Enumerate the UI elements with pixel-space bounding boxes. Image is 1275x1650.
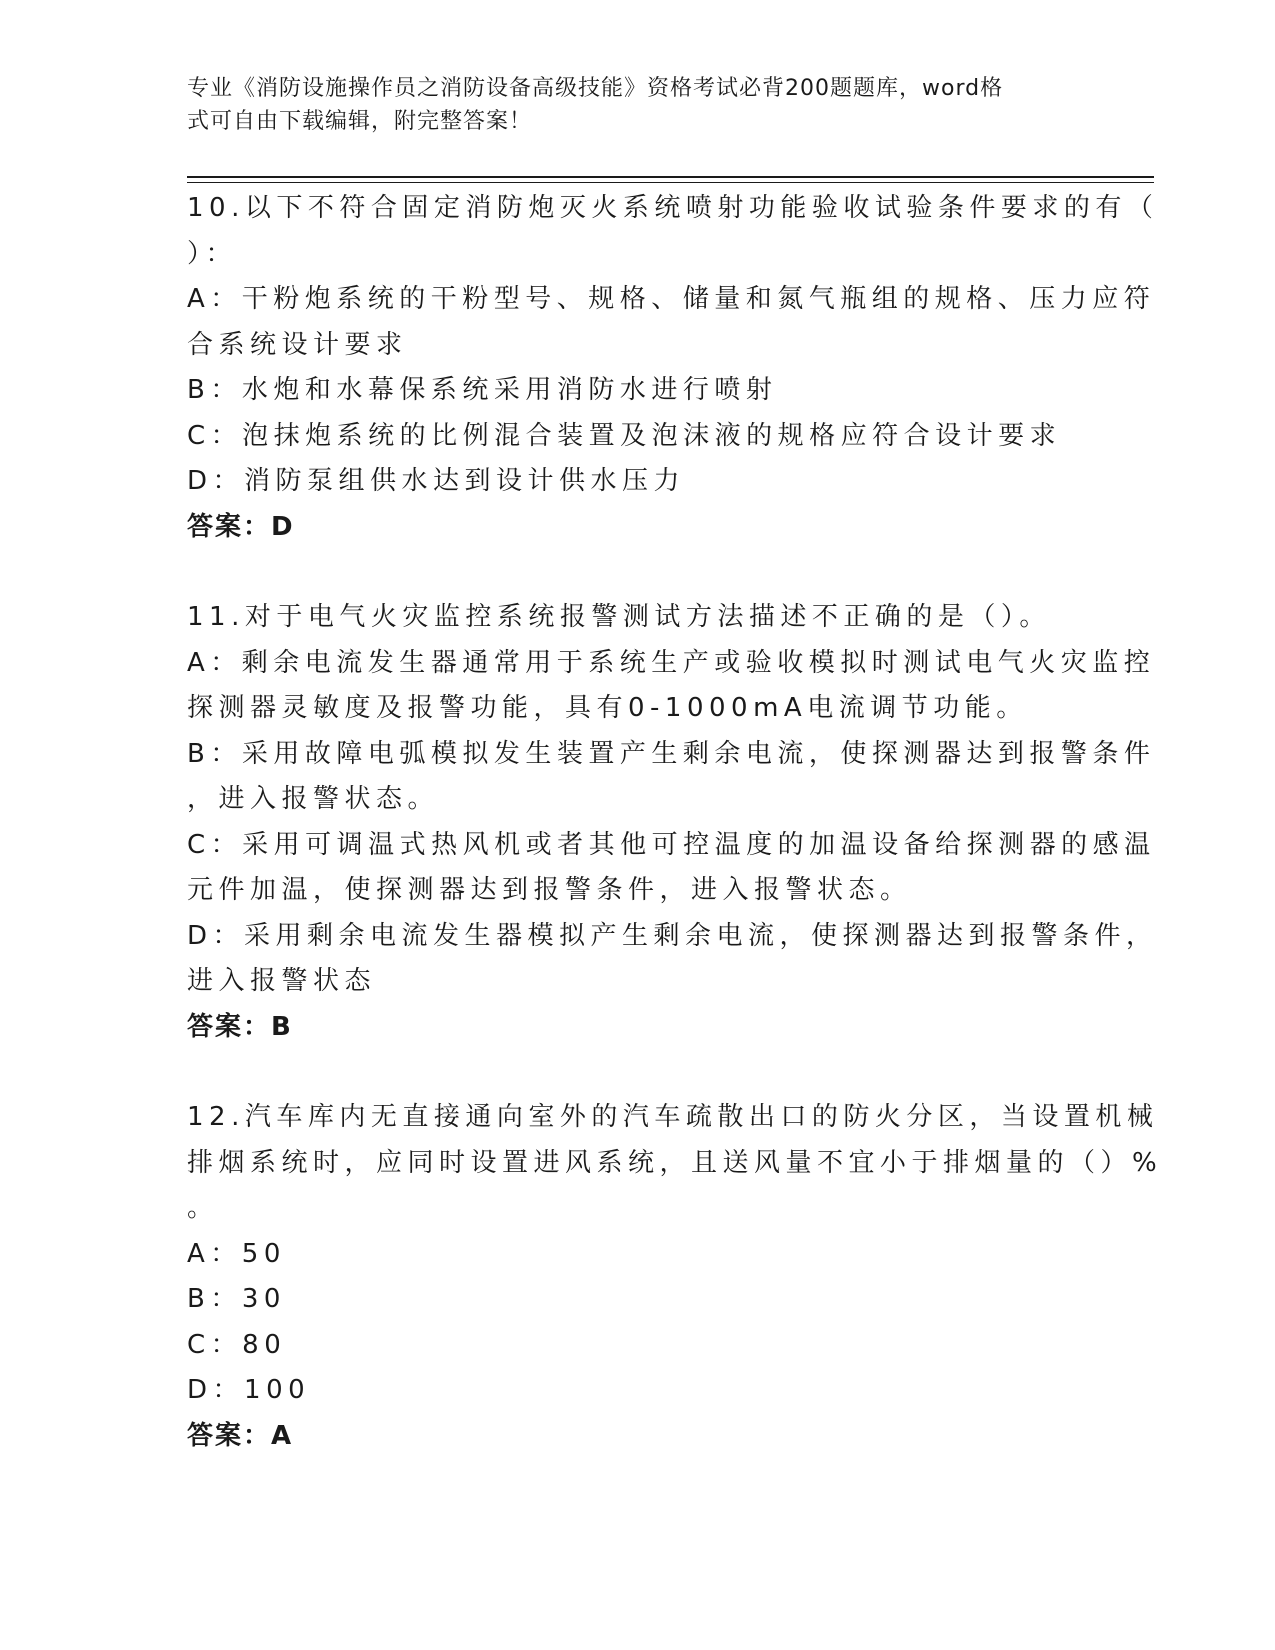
option-a: A：干粉炮系统的干粉型号、规格、储量和氮气瓶组的规格、压力应符 bbox=[187, 284, 1156, 314]
option-a-continued: 合系统设计要求 bbox=[187, 329, 408, 360]
question-12 bbox=[187, 1095, 1163, 1459]
option-a-continued: 探测器灵敏度及报警功能，具有0-1000mA电流调节功能。 bbox=[187, 693, 1028, 723]
option-d: D：采用剩余电流发生器模拟产生剩余电流，使探测器达到报警条件， bbox=[187, 920, 1158, 951]
header-divider-thin bbox=[187, 182, 1154, 183]
question-stem: 10.以下不符合固定消防炮灭火系统喷射功能验收试验条件要求的有（ bbox=[187, 193, 1159, 223]
question-stem: 12.汽车库内无直接通向室外的汽车疏散出口的防火分区，当设置机械 bbox=[187, 1102, 1159, 1132]
question-11 bbox=[187, 595, 1158, 1050]
header-line: 专业《消防设施操作员之消防设备高级技能》资格考试必背200题题库，word格 bbox=[187, 76, 1004, 101]
document-header bbox=[187, 72, 1067, 138]
question-10 bbox=[187, 186, 1159, 550]
question-stem-continued: 排烟系统时，应同时设置进风系统，且送风量不宜小于排烟量的（）% bbox=[187, 1147, 1163, 1178]
question-list bbox=[187, 186, 1163, 1504]
question-stem: 11.对于电气火灾监控系统报警测试方法描述不正确的是（）。 bbox=[187, 602, 1051, 632]
option-b: B：水炮和水幕保系统采用消防水进行喷射 bbox=[187, 375, 778, 405]
option-a: A：剩余电流发生器通常用于系统生产或验收模拟时测试电气火灾监控 bbox=[187, 647, 1156, 678]
answer: 答案：D bbox=[187, 511, 295, 542]
option-d-continued: 进入报警状态 bbox=[187, 966, 377, 996]
option-b: B：30 bbox=[187, 1284, 286, 1314]
option-a: A：50 bbox=[187, 1238, 286, 1269]
header-line: 式可自由下载编辑，附完整答案！ bbox=[187, 109, 533, 134]
option-d: D：消防泵组供水达到设计供水压力 bbox=[187, 466, 686, 496]
option-b-continued: ，进入报警状态。 bbox=[187, 784, 440, 814]
question-stem-continued: 。 bbox=[187, 1193, 219, 1223]
answer: 答案：A bbox=[187, 1420, 294, 1451]
option-c: C：采用可调温式热风机或者其他可控温度的加温设备给探测器的感温 bbox=[187, 829, 1156, 860]
header-divider-thick bbox=[187, 176, 1154, 178]
option-c-continued: 元件加温，使探测器达到报警条件，进入报警状态。 bbox=[187, 875, 912, 905]
question-stem-continued: ）： bbox=[187, 238, 238, 269]
option-c: C：80 bbox=[187, 1329, 287, 1360]
option-c: C：泡抹炮系统的比例混合装置及泡沫液的规格应符合设计要求 bbox=[187, 420, 1062, 451]
option-b: B：采用故障电弧模拟发生装置产生剩余电流，使探测器达到报警条件 bbox=[187, 738, 1156, 769]
answer: 答案：B bbox=[187, 1011, 293, 1042]
option-d: D：100 bbox=[187, 1375, 311, 1405]
